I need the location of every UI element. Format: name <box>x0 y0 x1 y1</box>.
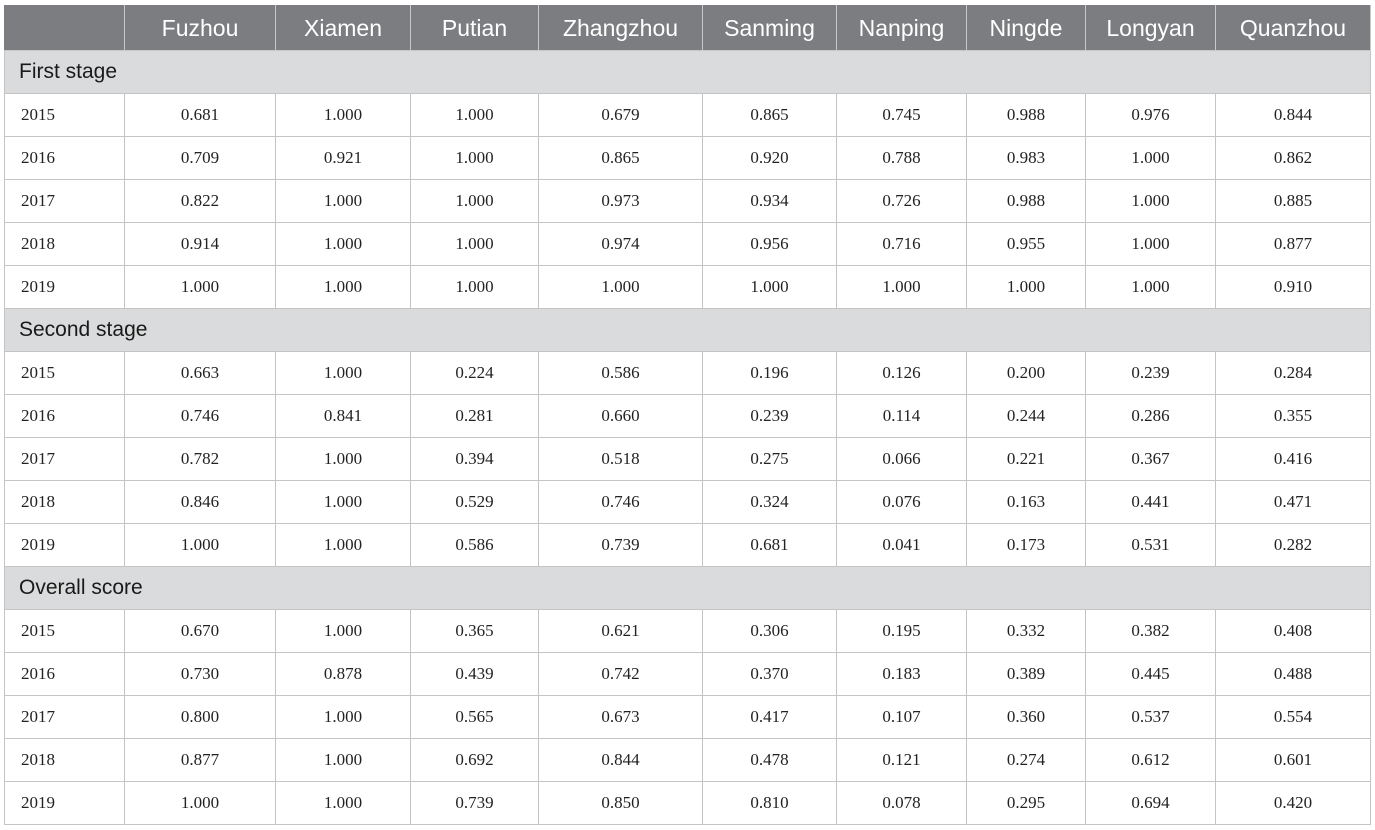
value-cell: 0.810 <box>703 782 837 825</box>
table-row <box>5 94 1371 137</box>
value-cell: 0.934 <box>703 180 837 223</box>
header-zhangzhou: Zhangzhou <box>539 6 703 51</box>
value-cell: 0.976 <box>1086 94 1216 137</box>
value-cell: 0.679 <box>539 94 703 137</box>
value-cell: 1.000 <box>276 782 411 825</box>
year-cell: 2017 <box>5 438 125 481</box>
value-cell: 0.518 <box>539 438 703 481</box>
value-cell: 0.865 <box>703 94 837 137</box>
value-cell: 0.173 <box>967 524 1086 567</box>
value-cell: 0.306 <box>703 610 837 653</box>
value-cell: 0.076 <box>837 481 967 524</box>
value-cell: 0.800 <box>125 696 276 739</box>
value-cell: 1.000 <box>125 524 276 567</box>
value-cell: 0.041 <box>837 524 967 567</box>
table-row <box>5 352 1371 395</box>
value-cell: 0.988 <box>967 94 1086 137</box>
value-cell: 0.224 <box>411 352 539 395</box>
section-title: Second stage <box>5 309 1371 352</box>
value-cell: 0.663 <box>125 352 276 395</box>
section-title: Overall score <box>5 567 1371 610</box>
value-cell: 1.000 <box>276 94 411 137</box>
table-row <box>5 524 1371 567</box>
value-cell: 0.885 <box>1216 180 1371 223</box>
value-cell: 0.730 <box>125 653 276 696</box>
value-cell: 0.844 <box>1216 94 1371 137</box>
value-cell: 0.739 <box>411 782 539 825</box>
table-row <box>5 782 1371 825</box>
value-cell: 0.284 <box>1216 352 1371 395</box>
section-header-row <box>5 51 1371 94</box>
value-cell: 0.244 <box>967 395 1086 438</box>
header-longyan: Longyan <box>1086 6 1216 51</box>
value-cell: 0.746 <box>125 395 276 438</box>
header-ningde: Ningde <box>967 6 1086 51</box>
value-cell: 0.221 <box>967 438 1086 481</box>
value-cell: 0.673 <box>539 696 703 739</box>
value-cell: 0.788 <box>837 137 967 180</box>
value-cell: 0.565 <box>411 696 539 739</box>
value-cell: 0.365 <box>411 610 539 653</box>
year-cell: 2018 <box>5 739 125 782</box>
table-row <box>5 137 1371 180</box>
value-cell: 1.000 <box>411 94 539 137</box>
header-putian: Putian <box>411 6 539 51</box>
value-cell: 0.445 <box>1086 653 1216 696</box>
value-cell: 0.726 <box>837 180 967 223</box>
header-nanping: Nanping <box>837 6 967 51</box>
value-cell: 0.078 <box>837 782 967 825</box>
value-cell: 0.877 <box>125 739 276 782</box>
value-cell: 1.000 <box>1086 223 1216 266</box>
header-corner-cell <box>5 6 125 51</box>
year-cell: 2017 <box>5 180 125 223</box>
table-row <box>5 696 1371 739</box>
value-cell: 0.694 <box>1086 782 1216 825</box>
value-cell: 0.324 <box>703 481 837 524</box>
value-cell: 0.389 <box>967 653 1086 696</box>
value-cell: 0.660 <box>539 395 703 438</box>
value-cell: 0.183 <box>837 653 967 696</box>
table-row <box>5 266 1371 309</box>
value-cell: 0.355 <box>1216 395 1371 438</box>
value-cell: 1.000 <box>411 223 539 266</box>
value-cell: 0.281 <box>411 395 539 438</box>
year-cell: 2019 <box>5 782 125 825</box>
value-cell: 1.000 <box>125 266 276 309</box>
value-cell: 0.974 <box>539 223 703 266</box>
header-fuzhou: Fuzhou <box>125 6 276 51</box>
value-cell: 0.394 <box>411 438 539 481</box>
value-cell: 0.983 <box>967 137 1086 180</box>
value-cell: 0.782 <box>125 438 276 481</box>
value-cell: 0.408 <box>1216 610 1371 653</box>
value-cell: 0.586 <box>411 524 539 567</box>
value-cell: 0.709 <box>125 137 276 180</box>
value-cell: 0.382 <box>1086 610 1216 653</box>
value-cell: 1.000 <box>125 782 276 825</box>
value-cell: 0.239 <box>1086 352 1216 395</box>
value-cell: 0.586 <box>539 352 703 395</box>
value-cell: 1.000 <box>1086 180 1216 223</box>
value-cell: 0.275 <box>703 438 837 481</box>
year-cell: 2019 <box>5 266 125 309</box>
value-cell: 0.200 <box>967 352 1086 395</box>
value-cell: 0.439 <box>411 653 539 696</box>
value-cell: 0.554 <box>1216 696 1371 739</box>
table-row <box>5 223 1371 266</box>
table-row <box>5 739 1371 782</box>
value-cell: 0.681 <box>703 524 837 567</box>
value-cell: 0.295 <box>967 782 1086 825</box>
value-cell: 0.739 <box>539 524 703 567</box>
value-cell: 0.716 <box>837 223 967 266</box>
value-cell: 1.000 <box>276 438 411 481</box>
value-cell: 0.681 <box>125 94 276 137</box>
value-cell: 1.000 <box>837 266 967 309</box>
value-cell: 0.239 <box>703 395 837 438</box>
value-cell: 0.286 <box>1086 395 1216 438</box>
value-cell: 0.420 <box>1216 782 1371 825</box>
value-cell: 0.441 <box>1086 481 1216 524</box>
value-cell: 0.910 <box>1216 266 1371 309</box>
table-row <box>5 395 1371 438</box>
value-cell: 0.621 <box>539 610 703 653</box>
value-cell: 1.000 <box>276 524 411 567</box>
value-cell: 0.844 <box>539 739 703 782</box>
value-cell: 0.471 <box>1216 481 1371 524</box>
value-cell: 1.000 <box>411 137 539 180</box>
value-cell: 1.000 <box>411 266 539 309</box>
table-body <box>5 51 1371 825</box>
value-cell: 1.000 <box>276 610 411 653</box>
value-cell: 0.921 <box>276 137 411 180</box>
value-cell: 0.126 <box>837 352 967 395</box>
value-cell: 0.107 <box>837 696 967 739</box>
value-cell: 1.000 <box>276 352 411 395</box>
value-cell: 0.601 <box>1216 739 1371 782</box>
year-cell: 2019 <box>5 524 125 567</box>
value-cell: 0.956 <box>703 223 837 266</box>
header-quanzhou: Quanzhou <box>1216 6 1371 51</box>
efficiency-table-container <box>4 5 1370 825</box>
value-cell: 0.850 <box>539 782 703 825</box>
value-cell: 0.865 <box>539 137 703 180</box>
value-cell: 0.417 <box>703 696 837 739</box>
value-cell: 0.367 <box>1086 438 1216 481</box>
value-cell: 1.000 <box>539 266 703 309</box>
value-cell: 1.000 <box>411 180 539 223</box>
value-cell: 0.066 <box>837 438 967 481</box>
value-cell: 0.360 <box>967 696 1086 739</box>
value-cell: 0.692 <box>411 739 539 782</box>
value-cell: 1.000 <box>276 481 411 524</box>
year-cell: 2016 <box>5 137 125 180</box>
header-sanming: Sanming <box>703 6 837 51</box>
value-cell: 0.196 <box>703 352 837 395</box>
table-row <box>5 180 1371 223</box>
value-cell: 1.000 <box>276 180 411 223</box>
value-cell: 0.195 <box>837 610 967 653</box>
year-cell: 2015 <box>5 94 125 137</box>
header-xiamen: Xiamen <box>276 6 411 51</box>
year-cell: 2016 <box>5 653 125 696</box>
value-cell: 0.416 <box>1216 438 1371 481</box>
year-cell: 2016 <box>5 395 125 438</box>
section-header-row <box>5 309 1371 352</box>
value-cell: 0.877 <box>1216 223 1371 266</box>
value-cell: 0.988 <box>967 180 1086 223</box>
year-cell: 2018 <box>5 223 125 266</box>
value-cell: 1.000 <box>276 696 411 739</box>
table-row <box>5 438 1371 481</box>
value-cell: 0.862 <box>1216 137 1371 180</box>
table-row <box>5 481 1371 524</box>
value-cell: 0.914 <box>125 223 276 266</box>
table-row <box>5 653 1371 696</box>
value-cell: 1.000 <box>276 223 411 266</box>
value-cell: 0.163 <box>967 481 1086 524</box>
efficiency-table <box>4 5 1371 825</box>
value-cell: 1.000 <box>276 266 411 309</box>
value-cell: 0.822 <box>125 180 276 223</box>
value-cell: 1.000 <box>703 266 837 309</box>
value-cell: 0.878 <box>276 653 411 696</box>
header-row <box>5 6 1371 51</box>
value-cell: 0.746 <box>539 481 703 524</box>
year-cell: 2015 <box>5 352 125 395</box>
value-cell: 0.488 <box>1216 653 1371 696</box>
value-cell: 0.612 <box>1086 739 1216 782</box>
value-cell: 1.000 <box>276 739 411 782</box>
value-cell: 0.282 <box>1216 524 1371 567</box>
value-cell: 0.531 <box>1086 524 1216 567</box>
value-cell: 0.841 <box>276 395 411 438</box>
value-cell: 0.274 <box>967 739 1086 782</box>
year-cell: 2017 <box>5 696 125 739</box>
value-cell: 0.332 <box>967 610 1086 653</box>
value-cell: 0.745 <box>837 94 967 137</box>
value-cell: 1.000 <box>1086 266 1216 309</box>
value-cell: 0.529 <box>411 481 539 524</box>
value-cell: 0.370 <box>703 653 837 696</box>
value-cell: 0.537 <box>1086 696 1216 739</box>
section-title: First stage <box>5 51 1371 94</box>
value-cell: 0.955 <box>967 223 1086 266</box>
table-row <box>5 610 1371 653</box>
value-cell: 1.000 <box>967 266 1086 309</box>
value-cell: 0.742 <box>539 653 703 696</box>
value-cell: 0.478 <box>703 739 837 782</box>
year-cell: 2018 <box>5 481 125 524</box>
section-header-row <box>5 567 1371 610</box>
value-cell: 0.973 <box>539 180 703 223</box>
year-cell: 2015 <box>5 610 125 653</box>
value-cell: 0.114 <box>837 395 967 438</box>
value-cell: 0.846 <box>125 481 276 524</box>
value-cell: 1.000 <box>1086 137 1216 180</box>
value-cell: 0.121 <box>837 739 967 782</box>
value-cell: 0.920 <box>703 137 837 180</box>
value-cell: 0.670 <box>125 610 276 653</box>
